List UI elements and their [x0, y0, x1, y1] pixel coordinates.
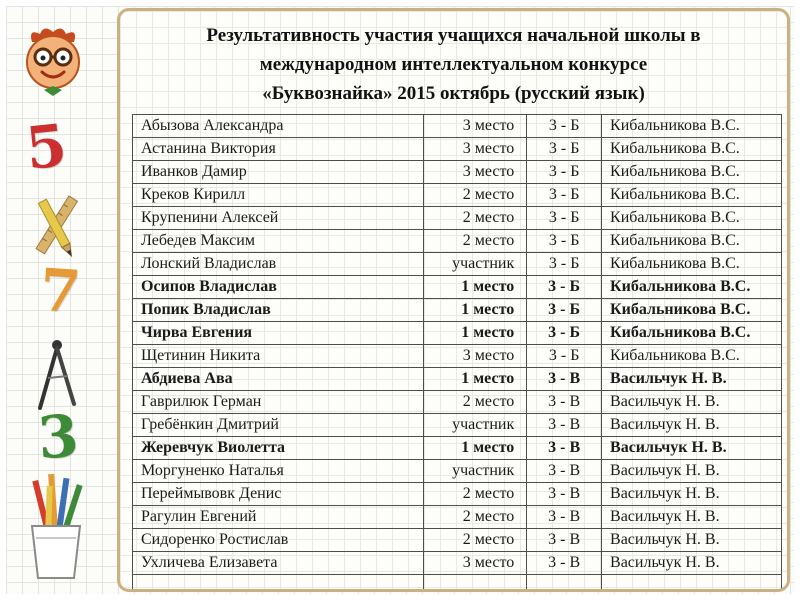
cell-teacher: Васильчук Н. В.: [602, 506, 782, 529]
table-row: [133, 276, 782, 299]
cell-class: 3 - Б: [527, 230, 602, 253]
table-row: [133, 322, 782, 345]
results-table: [132, 114, 782, 592]
cell-class: 3 - В: [527, 483, 602, 506]
cell-place: 1 место: [424, 368, 527, 391]
cell-place: 1 место: [424, 299, 527, 322]
cell-place: 2 место: [424, 184, 527, 207]
cell-name: Моргуненко Наталья: [133, 460, 424, 483]
cell-place: 1 место: [424, 276, 527, 299]
cell-teacher: Васильчук Н. В.: [602, 529, 782, 552]
cell-name: Сидоренко Ростислав: [133, 529, 424, 552]
cell-class: 3 - Б: [527, 184, 602, 207]
cell-name: Лебедев Максим: [133, 230, 424, 253]
cell-place: 1 место: [424, 437, 527, 460]
cell-class: 3 - В: [527, 414, 602, 437]
cell-teacher: Кибальникова В.С.: [602, 276, 782, 299]
cell-teacher: [602, 575, 782, 593]
table-row: [133, 184, 782, 207]
cell-name: Осипов Владислав: [133, 276, 424, 299]
cell-teacher: Кибальникова В.С.: [602, 138, 782, 161]
table-row: [133, 368, 782, 391]
cell-name: Гребёнкин Дмитрий: [133, 414, 424, 437]
cell-teacher: Васильчук Н. В.: [602, 437, 782, 460]
cell-name: Рагулин Евгений: [133, 506, 424, 529]
cell-place: 3 место: [424, 115, 527, 138]
cell-teacher: Кибальникова В.С.: [602, 207, 782, 230]
pencil-cup-icon: [10, 472, 102, 584]
cell-class: 3 - Б: [527, 299, 602, 322]
cell-teacher: Васильчук Н. В.: [602, 391, 782, 414]
cell-name: Лонский Владислав: [133, 253, 424, 276]
cell-teacher: Васильчук Н. В.: [602, 414, 782, 437]
slide-card: [117, 8, 790, 592]
cell-name: Ухличева Елизавета: [133, 552, 424, 575]
table-row: [133, 552, 782, 575]
cell-teacher: Кибальникова В.С.: [602, 230, 782, 253]
table-row: [133, 506, 782, 529]
cell-teacher: Кибальникова В.С.: [602, 322, 782, 345]
cell-class: 3 - Б: [527, 161, 602, 184]
cell-place: участник: [424, 460, 527, 483]
cell-place: 2 место: [424, 230, 527, 253]
cell-teacher: Кибальникова В.С.: [602, 299, 782, 322]
cell-name: Попик Владислав: [133, 299, 424, 322]
cell-place: 2 место: [424, 483, 527, 506]
table-row: [133, 529, 782, 552]
number-7-icon: 7: [37, 255, 83, 327]
cell-name: Чирва Евгения: [133, 322, 424, 345]
cell-teacher: Васильчук Н. В.: [602, 552, 782, 575]
cell-name: Иванков Дамир: [133, 161, 424, 184]
table-row: [133, 575, 782, 593]
cell-teacher: Кибальникова В.С.: [602, 253, 782, 276]
pencil-ruler-icon: [20, 192, 92, 264]
table-row: [133, 460, 782, 483]
cell-place: 2 место: [424, 391, 527, 414]
cell-place: 2 место: [424, 529, 527, 552]
cell-teacher: Васильчук Н. В.: [602, 368, 782, 391]
cell-class: 3 - В: [527, 437, 602, 460]
cell-class: 3 - Б: [527, 207, 602, 230]
table-row: [133, 138, 782, 161]
table-row: [133, 483, 782, 506]
cell-place: 1 место: [424, 322, 527, 345]
cell-class: 3 - В: [527, 460, 602, 483]
cell-place: 3 место: [424, 552, 527, 575]
table-row: [133, 437, 782, 460]
cell-class: 3 - В: [527, 368, 602, 391]
cell-name: Крупенини Алексей: [133, 207, 424, 230]
cell-teacher: Кибальникова В.С.: [602, 161, 782, 184]
table-row: [133, 230, 782, 253]
cell-place: 2 место: [424, 506, 527, 529]
cell-class: 3 - В: [527, 529, 602, 552]
cell-place: [424, 575, 527, 593]
table-row: [133, 345, 782, 368]
cell-name: Креков Кирилл: [133, 184, 424, 207]
number-5-icon: 5: [22, 111, 70, 183]
cell-class: 3 - В: [527, 506, 602, 529]
cell-class: [527, 575, 602, 593]
cell-place: 3 место: [424, 161, 527, 184]
cell-class: 3 - Б: [527, 345, 602, 368]
slide-title: [120, 11, 787, 112]
cell-class: 3 - Б: [527, 253, 602, 276]
cell-place: 3 место: [424, 138, 527, 161]
clown-face-icon: [14, 24, 92, 102]
cell-teacher: Васильчук Н. В.: [602, 460, 782, 483]
cell-name: Жеревчук Виолетта: [133, 437, 424, 460]
cell-class: 3 - Б: [527, 276, 602, 299]
table-row: [133, 115, 782, 138]
table-row: [133, 414, 782, 437]
cell-class: 3 - В: [527, 552, 602, 575]
cell-name: Абызова Александра: [133, 115, 424, 138]
cell-place: участник: [424, 253, 527, 276]
cell-teacher: Васильчук Н. В.: [602, 483, 782, 506]
slide-title-line: «Буквознайка» 2015 октябрь (русский язык): [262, 83, 645, 104]
slide-title-line: Результативность участия учащихся начальной школы в: [206, 25, 701, 46]
table-row: [133, 253, 782, 276]
cell-name: Щетинин Никита: [133, 345, 424, 368]
cell-name: Гаврилюк Герман: [133, 391, 424, 414]
cell-class: 3 - В: [527, 391, 602, 414]
number-3-icon: 3: [35, 401, 81, 473]
cell-class: 3 - Б: [527, 138, 602, 161]
table-row: [133, 391, 782, 414]
slide-title-line: международном интеллектуальном конкурсе: [259, 54, 648, 75]
cell-place: участник: [424, 414, 527, 437]
cell-place: 2 место: [424, 207, 527, 230]
cell-name: Астанина Виктория: [133, 138, 424, 161]
results-table-body: [133, 115, 782, 593]
table-row: [133, 161, 782, 184]
cell-teacher: Кибальникова В.С.: [602, 345, 782, 368]
table-row: [133, 207, 782, 230]
cell-class: 3 - Б: [527, 115, 602, 138]
table-row: [133, 299, 782, 322]
cell-name: Абдиева Ава: [133, 368, 424, 391]
cell-teacher: Кибальникова В.С.: [602, 115, 782, 138]
cell-class: 3 - Б: [527, 322, 602, 345]
cell-name: Переймывовк Денис: [133, 483, 424, 506]
decorative-strip: [0, 0, 112, 588]
cell-name: [133, 575, 424, 593]
cell-teacher: Кибальникова В.С.: [602, 184, 782, 207]
cell-place: 3 место: [424, 345, 527, 368]
